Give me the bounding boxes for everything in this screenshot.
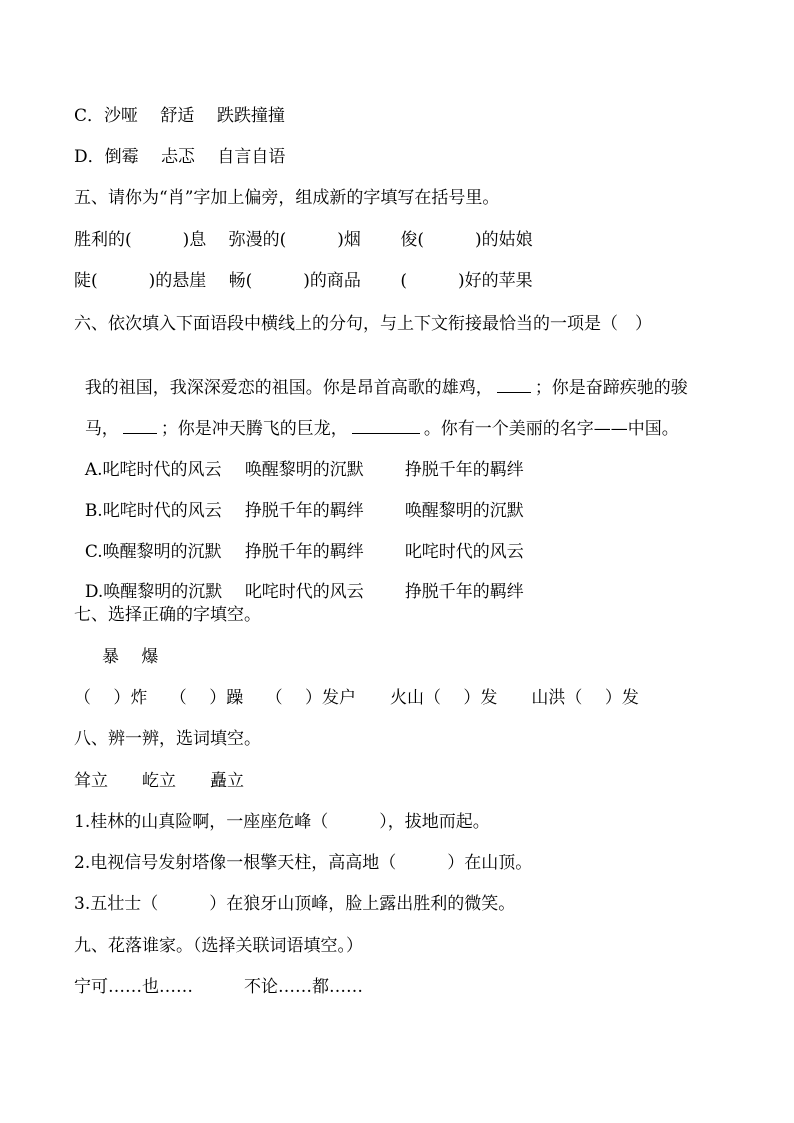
passage-text: ；你是冲天腾飞的巨龙，	[160, 419, 348, 439]
option-part: 挣脱千年的羁绊	[404, 582, 524, 602]
option-part: 叱咤时代的风云	[404, 542, 524, 562]
blank-line	[497, 378, 531, 393]
q7-row: （ ）炸 （ ）躁 （ ）发户 火山（ ）发 山洪（ ）发	[74, 688, 639, 708]
q8-sentence-3: 3.五壮士（ ）在狼牙山顶峰，脸上露出胜利的微笑。	[74, 894, 516, 914]
option-part: 挣脱千年的羁绊	[244, 542, 364, 562]
q9-title: 九、花落谁家。（选择关联词语填空。）	[74, 936, 363, 956]
q8-sentence-1: 1.桂林的山真险啊，一座座危峰（ ），拔地而起。	[74, 812, 490, 832]
option-c: C．沙哑 舒适 跌跌撞撞	[74, 106, 285, 126]
passage-text: ；你是奋蹄疾驰的骏	[534, 378, 688, 398]
q6-passage-line-2	[74, 396, 679, 440]
q5-row-1: 胜利的( )息 弥漫的( )烟 俊( )的姑娘	[74, 230, 533, 250]
q6-passage-line-1	[74, 355, 688, 399]
blank-line	[352, 419, 420, 434]
q6-title: 六、依次填入下面语段中横线上的分句，与上下文衔接最恰当的一项是（ ）	[74, 314, 652, 334]
q7-title: 七、选择正确的字填空。	[74, 605, 261, 625]
q6-option-d	[74, 559, 524, 603]
option-part: B.叱咤时代的风云	[84, 501, 222, 521]
q8-words: 耸立 屹立 矗立	[74, 771, 244, 791]
option-d: D．倒霉 忐忑 自言自语	[74, 147, 286, 167]
q9-words: 宁可……也…… 不论……都……	[74, 977, 363, 997]
passage-text: 。你有一个美丽的名字——中国。	[423, 419, 679, 439]
option-part: 挣脱千年的羁绊	[244, 501, 364, 521]
option-part: 挣脱千年的羁绊	[404, 460, 524, 480]
q7-chars: 暴 爆	[102, 647, 159, 667]
q5-title: 五、请你为“肖”字加上偏旁，组成新的字填写在括号里。	[74, 188, 500, 208]
option-part: C.唤醒黎明的沉默	[84, 542, 222, 562]
option-part: 叱咤时代的风云	[244, 582, 364, 602]
q8-sentence-2: 2.电视信号发射塔像一根擎天柱，高高地（ ）在山顶。	[74, 853, 533, 873]
q8-title: 八、辨一辨，选词填空。	[74, 729, 261, 749]
option-part: A.叱咤时代的风云	[84, 460, 222, 480]
q5-row-2: 陡( )的悬崖 畅( )的商品 ( )好的苹果	[74, 271, 533, 291]
q6-option-a	[74, 437, 524, 481]
q6-option-b	[74, 478, 524, 522]
passage-text: 马，	[84, 419, 119, 439]
option-part: 唤醒黎明的沉默	[404, 501, 524, 521]
option-part: 唤醒黎明的沉默	[244, 460, 364, 480]
option-part: D.唤醒黎明的沉默	[84, 582, 223, 602]
blank-line	[123, 419, 157, 434]
passage-text: 我的祖国，我深深爱恋的祖国。你是昂首高歌的雄鸡，	[84, 378, 493, 398]
q6-option-c	[74, 519, 524, 563]
